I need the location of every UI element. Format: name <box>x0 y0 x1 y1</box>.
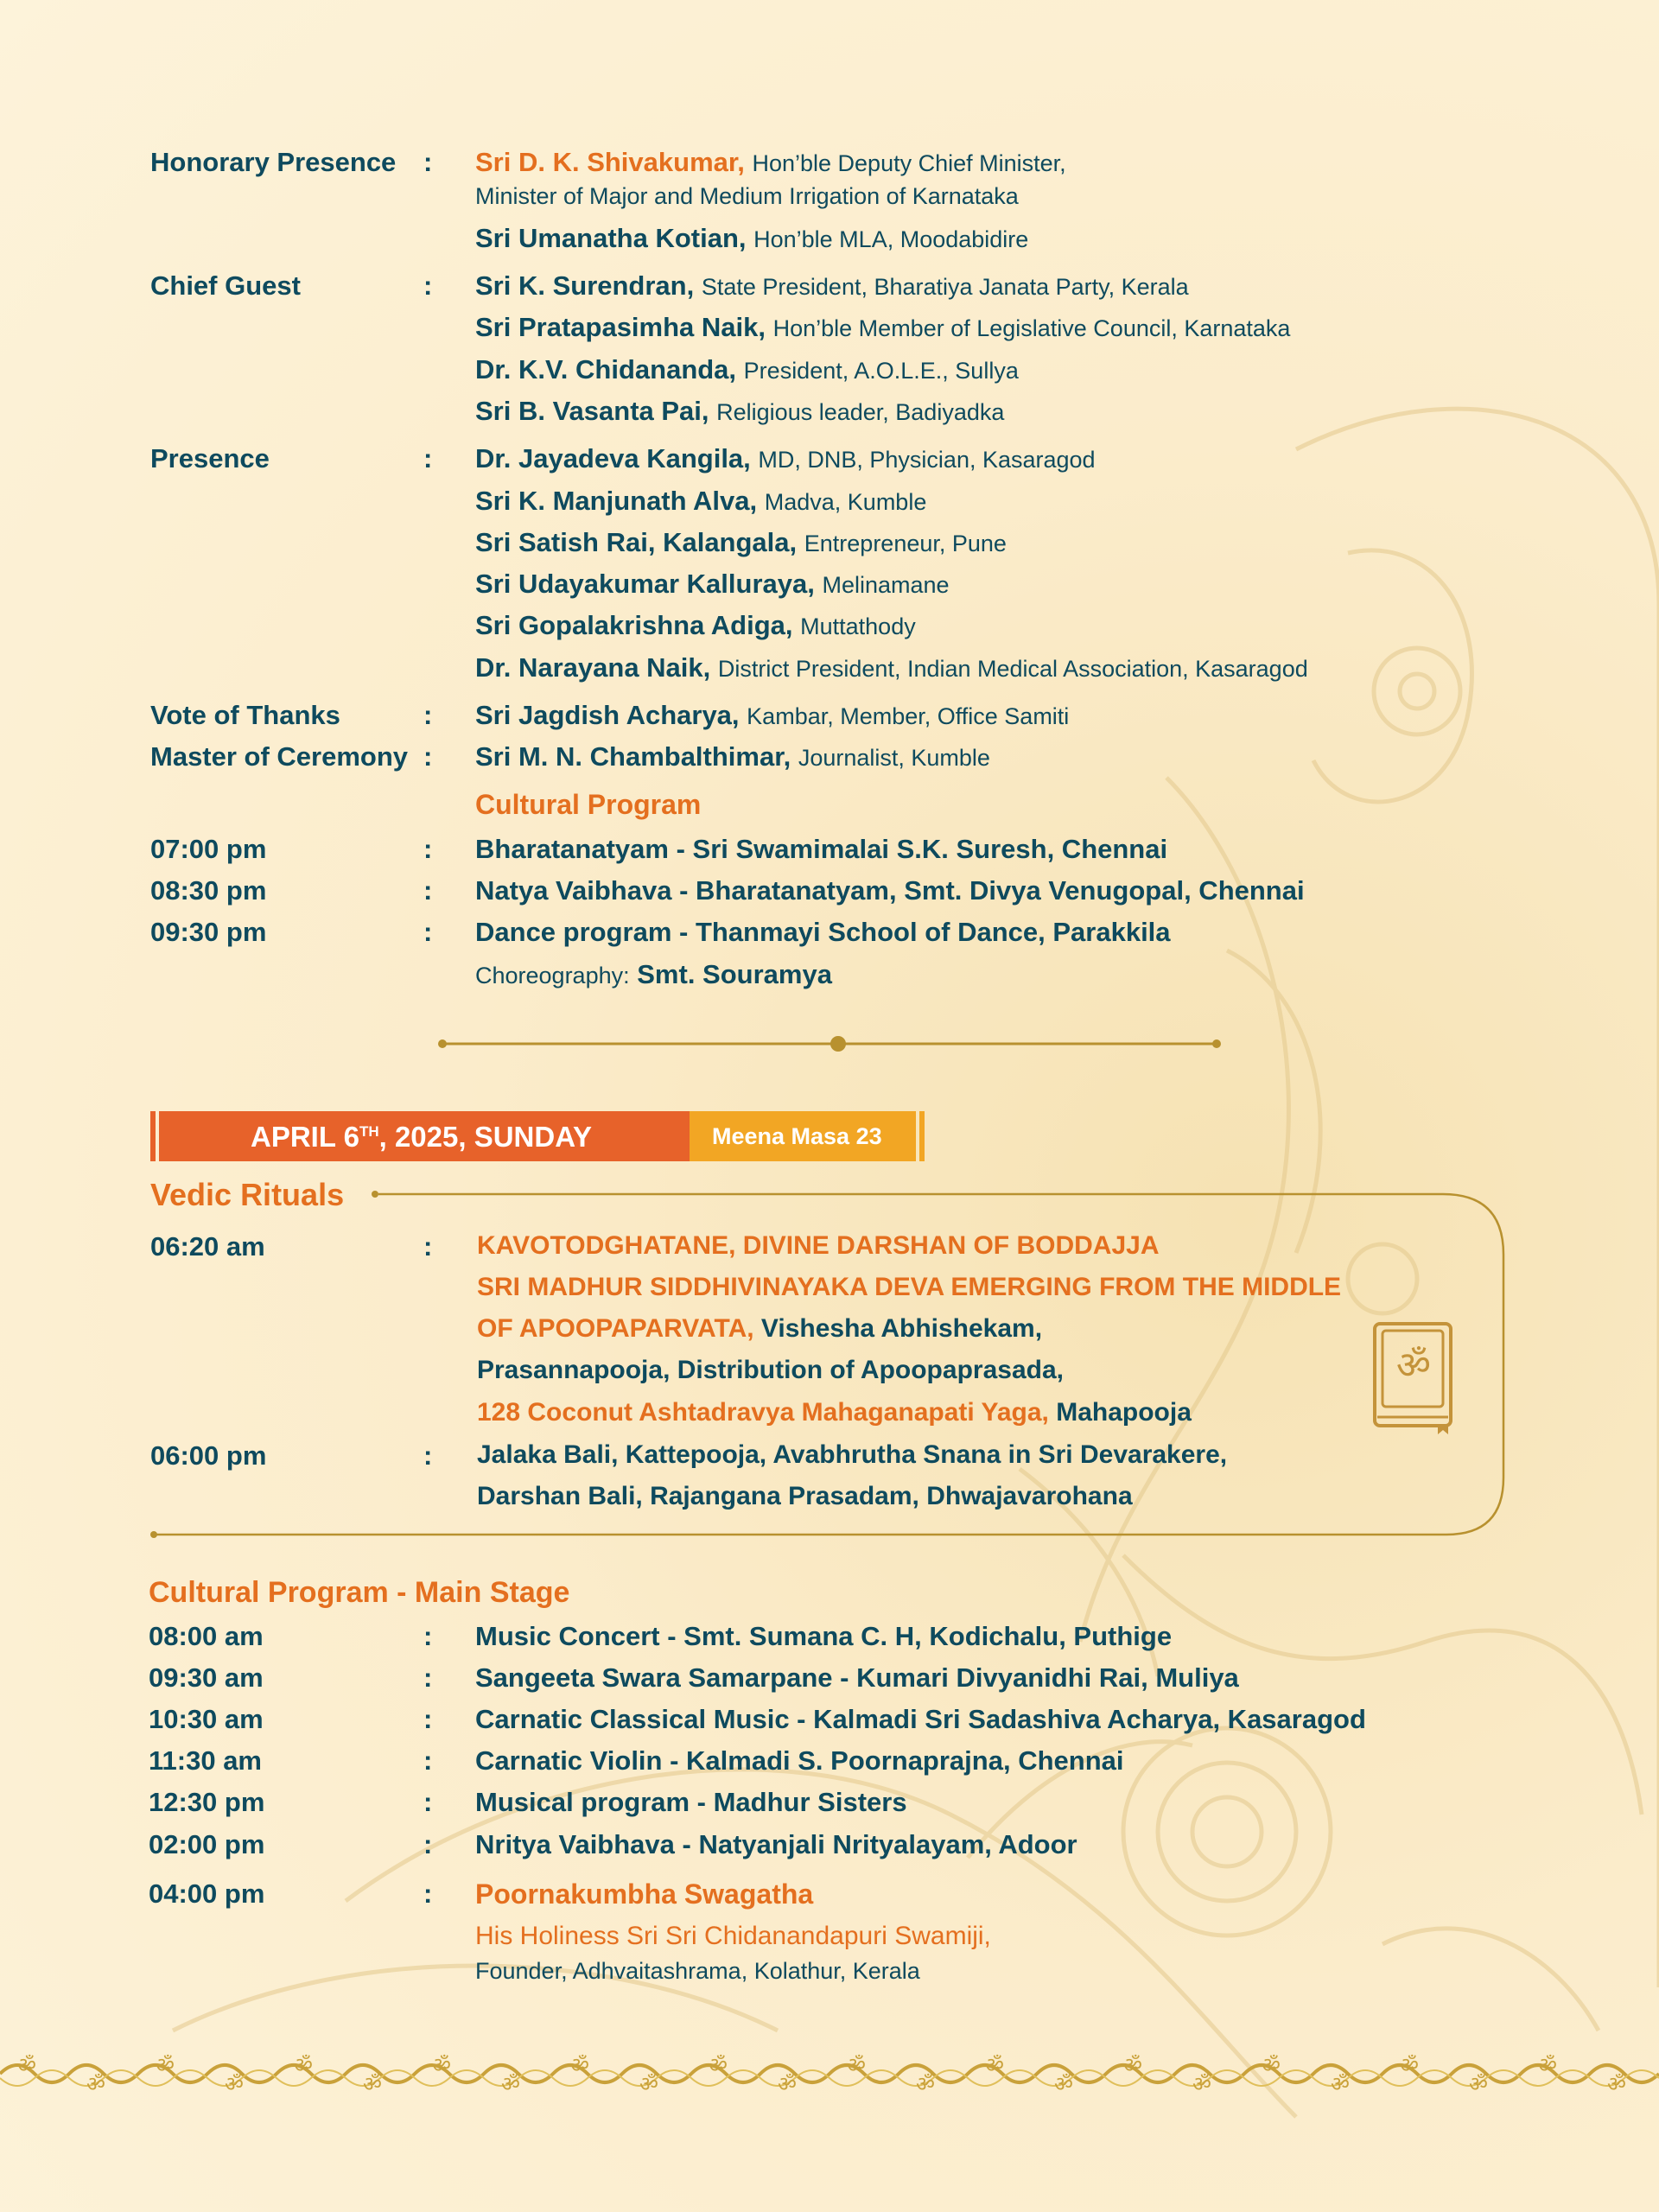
om-glyph: ॐ <box>1400 2053 1419 2077</box>
om-glyph: ॐ <box>156 2053 175 2077</box>
event-text: Carnatic Violin - Kalmadi S. Poornaprajna, Chennai <box>475 1745 1124 1776</box>
schedule-row-poornakumbha <box>149 1878 1566 1920</box>
ritual-line: Jalaka Bali, Kattepooja, Avabhrutha Snana in Sri Devarakere, <box>477 1440 1228 1469</box>
official-row <box>150 223 1567 264</box>
official-entry: Sri Umanatha Kotian, Hon’ble MLA, Moodabidire <box>475 223 1029 253</box>
om-symbol: ॐ <box>1395 1344 1432 1388</box>
official-row-presence <box>150 443 1567 485</box>
time-label: 09:30 am <box>149 1662 264 1693</box>
time-label: 09:30 pm <box>150 917 267 947</box>
om-glyph: ॐ <box>1538 2053 1557 2077</box>
ritual-line: Prasannapooja, Distribution of Apoopaprasada, <box>477 1356 1064 1384</box>
event-text: Dance program - Thanmayi School of Dance, Parakkila <box>475 917 1171 947</box>
official-entry: Sri B. Vasanta Pai, Religious leader, Badiyadka <box>475 396 1005 426</box>
colon: : <box>423 875 433 906</box>
schedule-row <box>149 1662 1566 1704</box>
choreography-row <box>150 959 1567 1001</box>
om-glyph: ॐ <box>778 2072 797 2096</box>
om-symbol-row <box>0 2050 1659 2102</box>
om-glyph: ॐ <box>847 2053 866 2077</box>
event-text: Bharatanatyam - Sri Swamimalai S.K. Suresh, Chennai <box>475 834 1168 864</box>
om-glyph: ॐ <box>363 2072 382 2096</box>
role-label: Chief Guest <box>150 270 301 301</box>
official-row <box>150 486 1567 527</box>
time-label: 02:00 pm <box>149 1829 265 1859</box>
ritual-line: SRI MADHUR SIDDHIVINAYAKA DEVA EMERGING FROM THE MIDDLE <box>477 1273 1342 1301</box>
ritual-row-continued <box>150 1398 1395 1440</box>
official-row <box>150 354 1567 396</box>
ritual-line: OF APOOPAPARVATA, Vishesha Abhishekam, <box>477 1314 1043 1343</box>
om-glyph: ॐ <box>1469 2072 1488 2096</box>
om-glyph: ॐ <box>1331 2072 1350 2096</box>
om-glyph: ॐ <box>17 2053 36 2077</box>
schedule-row-continued <box>149 1958 1566 1999</box>
guest-desc: Founder, Adhvaitashrama, Kolathur, Kerala <box>475 1958 920 1984</box>
official-entry: Sri D. K. Shivakumar, Hon’ble Deputy Chief Minister, <box>475 147 1066 177</box>
official-row <box>150 569 1567 610</box>
schedule-row <box>149 1787 1566 1828</box>
official-desc-continued: Minister of Major and Medium Irrigation of Karnataka <box>475 183 1019 209</box>
colon: : <box>423 1787 433 1817</box>
official-entry: Sri Satish Rai, Kalangala, Entrepreneur, Pune <box>475 527 1007 557</box>
colon: : <box>423 1704 433 1734</box>
schedule-row <box>150 875 1567 917</box>
official-row-continued <box>150 183 1567 225</box>
colon: : <box>423 443 433 474</box>
official-entry: Dr. Jayadeva Kangila, MD, DNB, Physician, Kasaragod <box>475 443 1096 474</box>
om-glyph: ॐ <box>225 2072 244 2096</box>
official-entry: Sri Udayakumar Kalluraya, Melinamane <box>475 569 950 599</box>
official-row-master-of-ceremony <box>150 741 1567 783</box>
schedule-row <box>149 1704 1566 1745</box>
colon: : <box>423 834 433 864</box>
masa-label: Meena Masa 23 <box>712 1123 882 1149</box>
schedule-row-continued <box>149 1922 1566 1963</box>
role-label: Presence <box>150 443 270 474</box>
ritual-row-continued <box>150 1314 1395 1356</box>
colon: : <box>423 741 433 772</box>
banner-left-edge <box>150 1111 156 1161</box>
time-label: 07:00 pm <box>150 834 267 864</box>
om-glyph: ॐ <box>570 2053 589 2077</box>
time-label: 08:00 am <box>149 1621 264 1651</box>
event-text: Carnatic Classical Music - Kalmadi Sri Sadashiva Acharya, Kasaragod <box>475 1704 1366 1734</box>
colon: : <box>423 1745 433 1776</box>
official-entry: Sri K. Surendran, State President, Bharatiya Janata Party, Kerala <box>475 270 1189 301</box>
main-stage-heading: Cultural Program - Main Stage <box>149 1576 570 1609</box>
ritual-row <box>150 1440 1395 1482</box>
om-glyph: ॐ <box>501 2072 520 2096</box>
role-label: Master of Ceremony <box>150 741 409 772</box>
ritual-line: KAVOTODGHATANE, DIVINE DARSHAN OF BODDAJJA <box>477 1231 1160 1260</box>
colon: : <box>423 917 433 947</box>
event-text: Nritya Vaibhava - Natyanjali Nrityalayam, Adoor <box>475 1829 1077 1859</box>
ritual-line: Darshan Bali, Rajangana Prasadam, Dhwajavarohana <box>477 1482 1133 1510</box>
colon: : <box>423 270 433 301</box>
event-text: Sangeeta Swara Samarpane - Kumari Divyanidhi Rai, Muliya <box>475 1662 1239 1693</box>
choreography-credit: Choreography: Smt. Souramya <box>475 959 832 989</box>
schedule-row <box>150 917 1567 958</box>
schedule-row <box>149 1829 1566 1871</box>
colon: : <box>423 1231 433 1262</box>
official-row <box>150 652 1567 694</box>
om-glyph: ॐ <box>1262 2053 1281 2077</box>
om-glyph: ॐ <box>916 2072 935 2096</box>
role-label: Vote of Thanks <box>150 700 340 730</box>
official-row <box>150 610 1567 652</box>
event-text: Natya Vaibhava - Bharatanatyam, Smt. Divya Venugopal, Chennai <box>475 875 1305 906</box>
time-label: 12:30 pm <box>149 1787 265 1817</box>
official-row <box>150 312 1567 353</box>
official-entry: Sri Pratapasimha Naik, Hon’ble Member of Legislative Council, Karnataka <box>475 312 1291 342</box>
schedule-row <box>149 1745 1566 1787</box>
schedule-row <box>149 1621 1566 1662</box>
banner-right-edge <box>919 1111 925 1161</box>
ornamental-divider <box>432 1033 1227 1054</box>
om-glyph: ॐ <box>1123 2053 1142 2077</box>
official-row-vote-of-thanks <box>150 700 1567 741</box>
guest-name: His Holiness Sri Sri Chidanandapuri Swamiji, <box>475 1922 991 1950</box>
colon: : <box>423 1878 433 1909</box>
om-glyph: ॐ <box>294 2053 313 2077</box>
om-glyph: ॐ <box>432 2053 451 2077</box>
colon: : <box>423 1621 433 1651</box>
official-entry: Sri Jagdish Acharya, Kambar, Member, Office Samiti <box>475 700 1070 730</box>
vedic-rituals-heading: Vedic Rituals <box>150 1177 345 1212</box>
time-label: 04:00 pm <box>149 1878 265 1909</box>
official-entry: Sri K. Manjunath Alva, Madva, Kumble <box>475 486 927 516</box>
om-glyph: ॐ <box>639 2072 658 2096</box>
ritual-row-continued <box>150 1356 1395 1397</box>
colon: : <box>423 1662 433 1693</box>
om-glyph: ॐ <box>86 2072 105 2096</box>
time-label: 06:20 am <box>150 1231 265 1262</box>
official-row <box>150 396 1567 437</box>
official-entry: Dr. K.V. Chidananda, President, A.O.L.E., Sullya <box>475 354 1019 385</box>
event-text: Musical program - Madhur Sisters <box>475 1787 907 1817</box>
ritual-line: 128 Coconut Ashtadravya Mahaganapati Yaga, Mahapooja <box>477 1398 1192 1427</box>
om-glyph: ॐ <box>985 2053 1004 2077</box>
time-label: 10:30 am <box>149 1704 264 1734</box>
time-label: 06:00 pm <box>150 1440 267 1471</box>
official-row-honorary <box>150 147 1567 188</box>
ritual-row-continued <box>150 1273 1395 1314</box>
cultural-program-heading: Cultural Program <box>475 789 702 820</box>
om-glyph: ॐ <box>1607 2072 1626 2096</box>
official-entry: Dr. Narayana Naik, District President, Indian Medical Association, Kasaragod <box>475 652 1308 683</box>
event-title: Poornakumbha Swagatha <box>475 1878 814 1910</box>
date-banner <box>150 1111 926 1161</box>
time-label: 08:30 pm <box>150 875 267 906</box>
colon: : <box>423 1829 433 1859</box>
ritual-row <box>150 1231 1395 1273</box>
role-label: Honorary Presence <box>150 147 397 177</box>
official-entry: Sri Gopalakrishna Adiga, Muttathody <box>475 610 916 640</box>
official-entry: Sri M. N. Chambalthimar, Journalist, Kumble <box>475 741 990 772</box>
om-glyph: ॐ <box>1192 2072 1211 2096</box>
event-date: APRIL 6TH, 2025, SUNDAY <box>251 1121 593 1153</box>
official-row <box>150 527 1567 569</box>
official-row-chief-guest <box>150 270 1567 312</box>
colon: : <box>423 700 433 730</box>
om-glyph: ॐ <box>709 2053 728 2077</box>
om-glyph: ॐ <box>1054 2072 1073 2096</box>
event-text: Music Concert - Smt. Sumana C. H, Kodichalu, Puthige <box>475 1621 1173 1651</box>
time-label: 11:30 am <box>149 1745 262 1776</box>
colon: : <box>423 1440 433 1471</box>
schedule-row <box>150 834 1567 875</box>
colon: : <box>423 147 433 177</box>
ritual-row-continued <box>150 1482 1395 1523</box>
